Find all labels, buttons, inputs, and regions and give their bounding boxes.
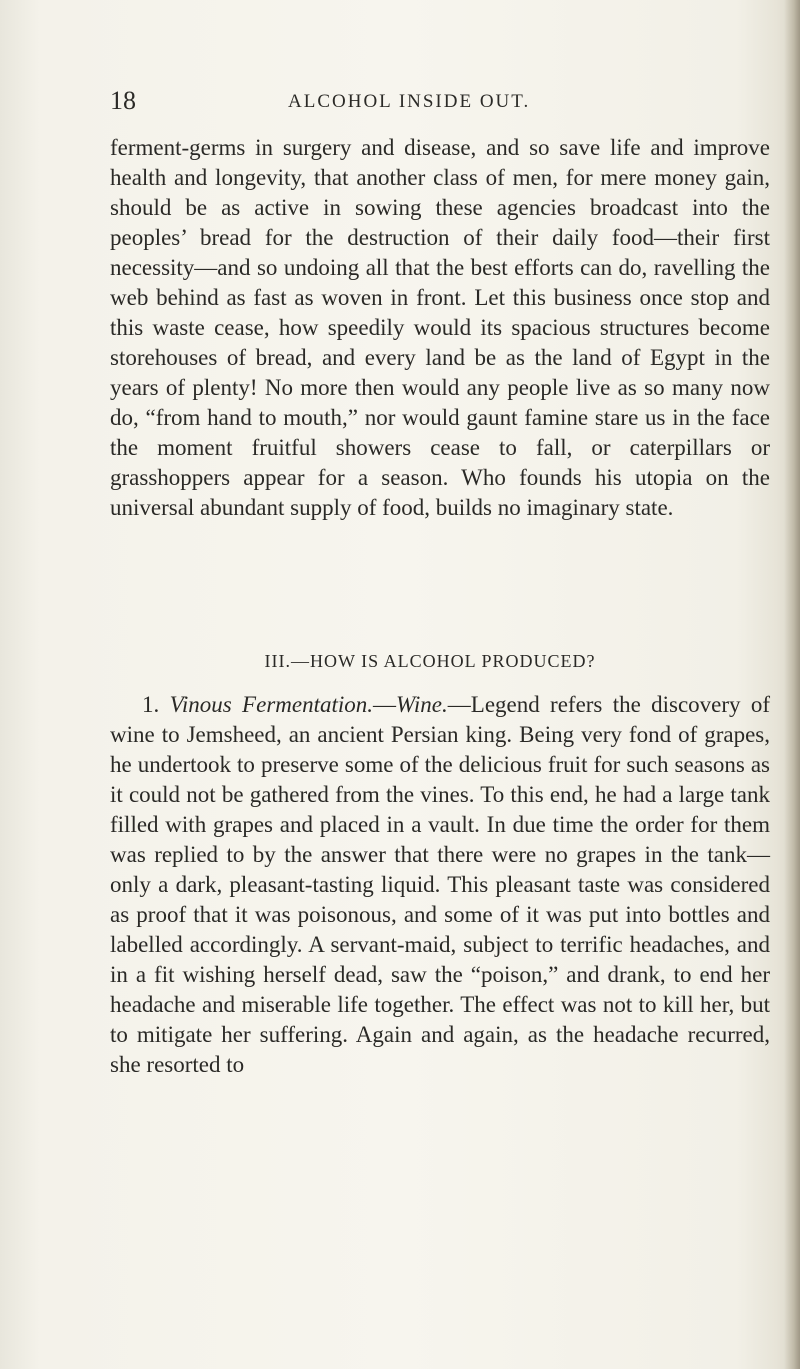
paragraph-vinous-fermentation [110,690,770,1080]
paragraph-subtitle: Wine. [396,692,448,717]
paragraph-number: 1. [142,692,160,717]
paragraph-text: ferment-germs in surgery and disease, and so save life and improve health and longevity, that another class of men, for mere money gain, should be as active in sowing these agencies broadcast into the peoples’ bread for the destruction of their daily food—their first necessity—and so undoing all that the best efforts can do, ravelling the web behind as fast as woven in front. Let this business once stop and this waste cease, how speedily would its spacious structures become storehouses of bread, and every land be as the land of Egypt in the years of plenty! No more then would any people live as so many now do, “from hand to mouth,” nor would gaunt famine stare us in the face the moment fruitful showers cease to fall, or caterpillars or grasshoppers appear for a season. Who founds his utopia on the universal abundant supply of food, builds no imaginary state. [110,135,770,520]
title-dash: — [373,692,397,717]
paragraph-title: Vinous Fermentation. [169,692,374,717]
paragraph-continued [110,133,770,523]
paragraph-text: —Legend refers the discovery of wine to Jemsheed, an ancient Persian king. Being very fond of grapes, he undertook to preserve some of the delicious fruit for such seasons as it could not be gathered from the vines. To this end, he had a large tank filled with grapes and placed in a vault. In due time the order for them was replied to by the answer that there were no grapes in the tank—only a dark, pleasant-tasting liquid. This pleasant taste was considered as proof that it was poisonous, and some of it was put into bottles and labelled accordingly. A servant-maid, subject to terrific headaches, and in a fit wishing herself dead, saw the “poison,” and drank, to end her headache and miserable life together. The effect was not to kill her, but to mitigate her suffering. Again and again, as the headache recurred, she resorted to [110,692,770,1077]
page-number: 18 [110,86,136,115]
running-head: ALCOHOL INSIDE OUT. [288,91,531,112]
page-gutter-shadow [784,0,800,1369]
section-heading: III.—HOW IS ALCOHOL PRODUCED? [264,651,596,671]
